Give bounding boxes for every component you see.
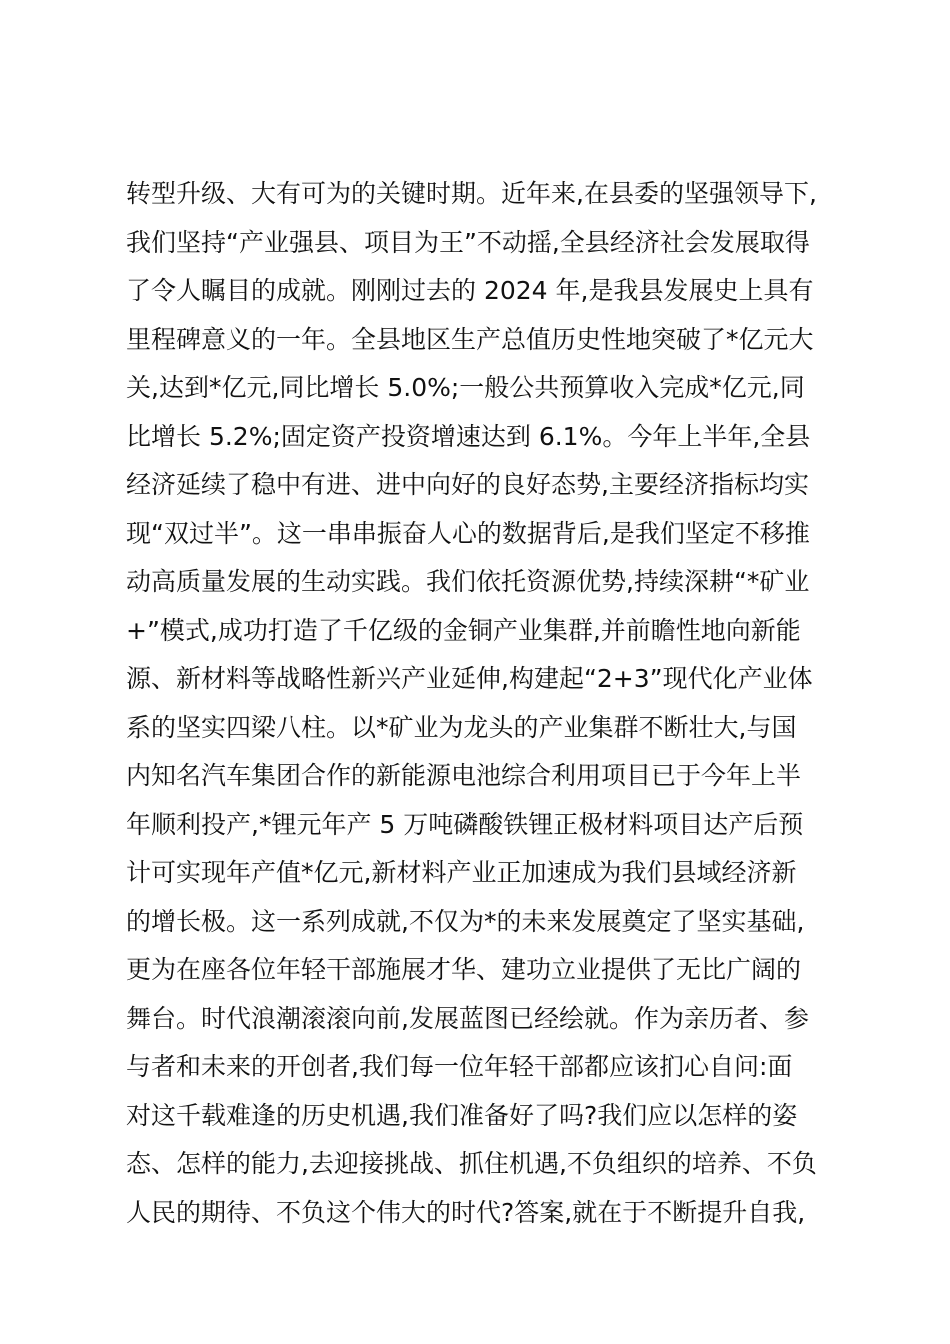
text-line-21: 态、怎样的能力,去迎接挑战、抓住机遇,不负组织的培养、不负 — [126, 1149, 817, 1178]
text-line-13: 内知名汽车集团合作的新能源电池综合利用项目已于今年上半 — [126, 761, 802, 790]
body-paragraph — [126, 170, 836, 1237]
text-line-10: +”模式,成功打造了千亿级的金铜产业集群,并前瞻性地向新能 — [126, 615, 801, 645]
text-line-8: 现“双过半”。这一串串振奋人心的数据背后,是我们坚定不移推 — [126, 518, 810, 548]
text-line-18: 舞台。时代浪潮滚滚向前,发展蓝图已经绘就。作为亲历者、参 — [126, 1003, 809, 1033]
text-line-22: 人民的期待、不负这个伟大的时代?答案,就在于不断提升自我, — [126, 1197, 806, 1227]
text-line-1: 转型升级、大有可为的关键时期。近年来,在县委的坚强领导下, — [126, 179, 817, 208]
text-line-14: 年顺利投产,*锂元年产 5 万吨磷酸铁锂正极材料项目达产后预 — [126, 809, 804, 839]
text-line-17: 更为在座各位年轻干部施展才华、建功立业提供了无比广阔的 — [126, 955, 802, 984]
text-line-15: 计可实现年产值*亿元,新材料产业正加速成为我们县域经济新 — [126, 858, 797, 887]
text-line-19: 与者和未来的开创者,我们每一位年轻干部都应该扪心自问:面 — [126, 1052, 793, 1081]
text-line-11: 源、新材料等战略性新兴产业延伸,构建起“2+3”现代化产业体 — [126, 664, 813, 693]
text-line-12: 系的坚实四梁八柱。以*矿业为龙头的产业集群不断壮大,与国 — [126, 712, 797, 742]
text-line-2: 我们坚持“产业强县、项目为王”不动摇,全县经济社会发展取得 — [126, 227, 810, 257]
text-line-9: 动高质量发展的生动实践。我们依托资源优势,持续深耕“*矿业 — [126, 567, 810, 596]
text-line-20: 对这千载难逢的历史机遇,我们准备好了吗?我们应以怎样的姿 — [126, 1100, 798, 1130]
text-line-7: 经济延续了稳中有进、进中向好的良好态势,主要经济指标均实 — [126, 470, 809, 499]
text-line-16: 的增长极。这一系列成就,不仅为*的未来发展奠定了坚实基础, — [126, 906, 805, 936]
text-line-5: 关,达到*亿元,同比增长 5.0%;一般公共预算收入完成*亿元,同 — [126, 373, 805, 402]
text-line-3: 了令人瞩目的成就。刚刚过去的 2024 年,是我县发展史上具有 — [126, 276, 814, 305]
text-line-4: 里程碑意义的一年。全县地区生产总值历史性地突破了*亿元大 — [126, 324, 814, 354]
text-line-6: 比增长 5.2%;固定资产投资增速达到 6.1%。今年上半年,全县 — [126, 421, 811, 451]
